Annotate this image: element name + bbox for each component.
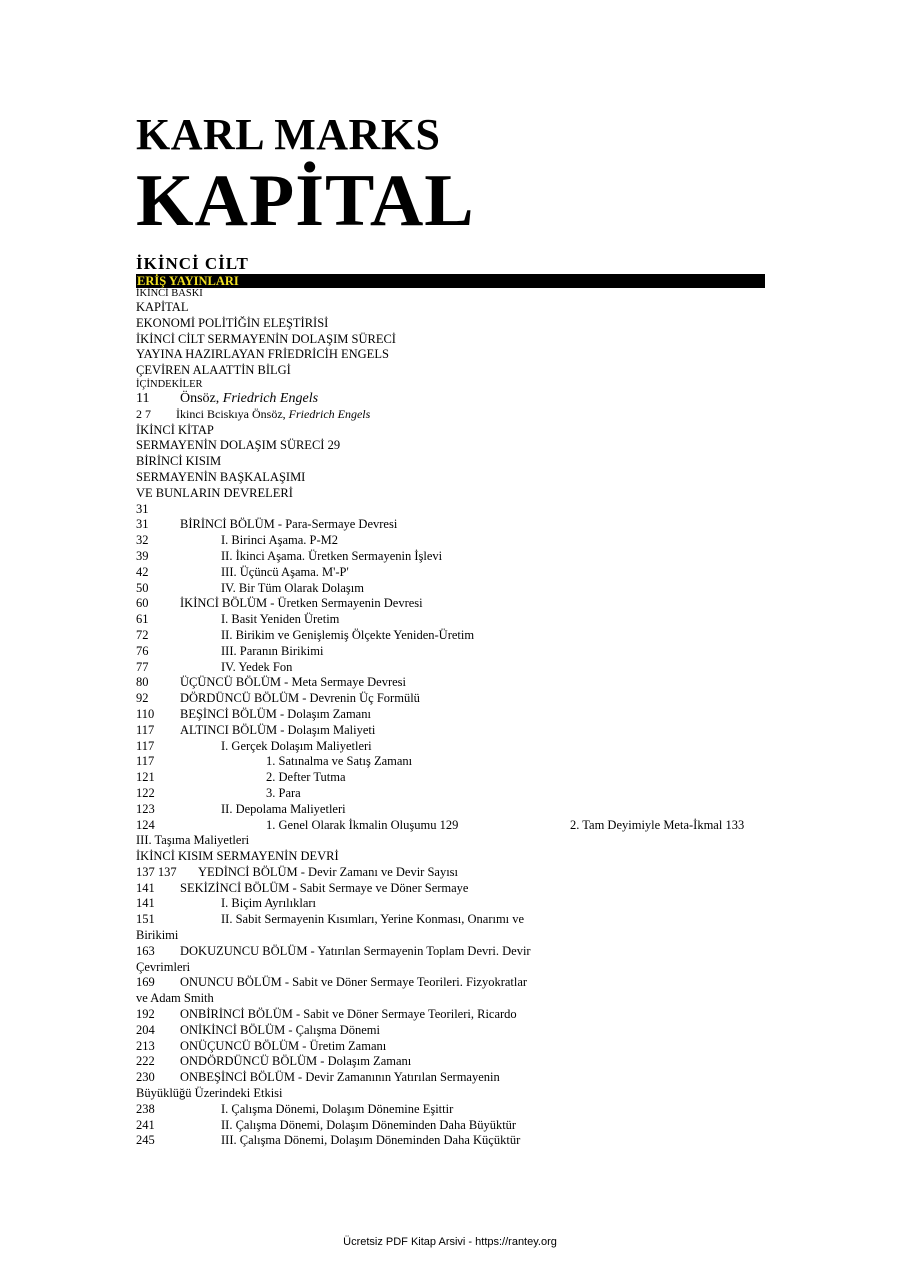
toc-row <box>136 881 776 897</box>
toc-entry-text: SEKİZİNCİ BÖLÜM - Sabit Sermaye ve Döner Sermaye <box>180 880 469 895</box>
toc-page-number: 141 <box>136 880 155 895</box>
toc-entry-text: İKİNCİ BÖLÜM - Üretken Sermayenin Devresi <box>180 596 423 611</box>
toc-entry-text: II. Birikim ve Genişlemiş Ölçekte Yeniden-Üretim <box>221 627 475 642</box>
toc-page-number: 117 <box>136 754 155 769</box>
toc-row <box>136 975 776 991</box>
toc-entry-text: I. Çalışma Dönemi, Dolaşım Dönemine Eşittir <box>221 1101 454 1116</box>
toc-row <box>136 912 776 928</box>
toc-page-number: 117 <box>136 722 155 737</box>
toc-row <box>136 581 776 597</box>
toc-page-number: 222 <box>136 1054 155 1069</box>
toc-page-number: 192 <box>136 1007 155 1022</box>
toc-entry-text-right: 2. Tam Deyimiyle Meta-İkmal 133 <box>570 817 745 832</box>
toc-page-number: 72 <box>136 627 149 642</box>
toc-entry-text: II. Depolama Maliyetleri <box>221 801 346 816</box>
toc-row <box>136 1054 776 1070</box>
toc-row-124 <box>136 818 776 834</box>
toc-entry-text: 2. Defter Tutma <box>266 770 346 785</box>
toc-entry-text: ONÜÇUNCÜ BÖLÜM - Üretim Zamanı <box>180 1038 387 1053</box>
toc-entry-text: III. Üçüncü Aşama. M'-P' <box>221 564 349 579</box>
toc-section-part4 <box>136 1102 776 1149</box>
volume-title: İKİNCİ CİLT SERMAYENİN DOLAŞIM SÜRECİ <box>136 331 396 346</box>
toc-row <box>136 565 776 581</box>
toc-entry-text: II. Sabit Sermayenin Kısımları, Yerine Konması, Onarımı ve <box>221 912 525 927</box>
toc-entry-text: IV. Bir Tüm Olarak Dolaşım <box>221 580 364 595</box>
toc-row <box>136 675 776 691</box>
toc-page-number: 110 <box>136 706 155 721</box>
toc-page-number: 213 <box>136 1038 155 1053</box>
toc-entry-text: BİRİNCİ BÖLÜM - Para-Sermaye Devresi <box>180 517 398 532</box>
toc-row-preface <box>136 391 776 407</box>
part-title-line-1: SERMAYENİN BAŞKALAŞIMI <box>136 469 306 484</box>
toc-page-number: 241 <box>136 1117 155 1132</box>
toc-entry-text: III. Paranın Birikimi <box>221 643 324 658</box>
document-page <box>136 110 776 1149</box>
toc-page-number: 163 <box>136 943 155 958</box>
toc-page-number: 11 <box>136 390 150 406</box>
contents-label: İÇİNDEKİLER <box>136 378 203 390</box>
volume-label: İKİNCİ CİLT <box>136 254 249 273</box>
toc-entry-text: YEDİNCİ BÖLÜM - Devir Zamanı ve Devir Sayısı <box>198 864 459 879</box>
toc-page-number: 230 <box>136 1070 155 1085</box>
toc-entry-text: 3. Para <box>266 785 301 800</box>
toc-row <box>136 549 776 565</box>
author-name: KARL MARKS <box>136 110 441 159</box>
book-label: KAPİTAL <box>136 300 189 314</box>
toc-section-part2 <box>136 881 776 913</box>
book-heading-title: SERMAYENİN DOLAŞIM SÜRECİ 29 <box>136 438 341 453</box>
toc-page-number: 204 <box>136 1022 155 1037</box>
toc-section-wrapped <box>136 912 776 1007</box>
toc-entry-text: I. Gerçek Dolaşım Maliyetleri <box>221 738 372 753</box>
toc-row <box>136 644 776 660</box>
toc-page-number: 137 137 <box>136 864 177 879</box>
toc-entry-text: 1. Satınalma ve Satış Zamanı <box>266 754 413 769</box>
subtitle: EKONOMİ POLİTİĞİN ELEŞTİRİSİ <box>136 315 329 330</box>
toc-entry-author: Friedrich Engels <box>222 390 319 406</box>
toc-row <box>136 802 776 818</box>
toc-entry-author: Friedrich Engels <box>288 406 371 421</box>
toc-entry-text: İkinci Bciskıya Önsöz, <box>176 406 286 421</box>
toc-entry-text: III. Çalışma Dönemi, Dolaşım Döneminden Daha Küçüktür <box>221 1133 521 1148</box>
toc-row <box>136 628 776 644</box>
toc-entry-text: ALTINCI BÖLÜM - Dolaşım Maliyeti <box>180 722 376 737</box>
toc-entry-text: IV. Yedek Fon <box>221 659 293 674</box>
toc-entry-text: I. Biçim Ayrılıkları <box>221 896 317 911</box>
toc-row-ch15 <box>136 1070 776 1086</box>
toc-entry-text: ONİKİNCİ BÖLÜM - Çalışma Dönemi <box>180 1022 380 1037</box>
toc-row <box>136 691 776 707</box>
toc-page-number: 141 <box>136 896 155 911</box>
publisher-bar: ERİŞ YAYINLARI <box>136 274 765 288</box>
toc-row <box>136 770 776 786</box>
edition-label: İKİNCİ BASKI <box>136 288 203 299</box>
toc-entry-text: BEŞİNCİ BÖLÜM - Dolaşım Zamanı <box>180 706 371 721</box>
toc-row <box>136 786 776 802</box>
toc-entry-text: DÖRDÜNCÜ BÖLÜM - Devrenin Üç Formülü <box>180 691 420 706</box>
toc-row-second-preface <box>136 407 776 423</box>
toc-entry-text: I. Birinci Aşama. P-M2 <box>221 533 339 548</box>
toc-entry-text: Önsöz, <box>180 390 220 406</box>
part2-heading: İKİNCİ KISIM SERMAYENİN DEVRİ <box>136 849 339 864</box>
toc-row <box>136 723 776 739</box>
toc-page-number: 92 <box>136 691 149 706</box>
toc-entry-text: ÜÇÜNCÜ BÖLÜM - Meta Sermaye Devresi <box>180 675 407 690</box>
toc-row <box>136 517 776 533</box>
toc-row <box>136 533 776 549</box>
part-heading: BİRİNCİ KISIM <box>136 454 222 469</box>
toc-page-number: 124 <box>136 817 155 832</box>
toc-page-number: 76 <box>136 643 149 658</box>
toc-entry-text: ONUNCU BÖLÜM - Sabit ve Döner Sermaye Teorileri. Fizyokratlar <box>180 975 528 990</box>
toc-page-number: 50 <box>136 580 149 595</box>
toc-page-number: 60 <box>136 596 149 611</box>
toc-row-ch7 <box>136 865 776 881</box>
toc-page-number: 31 <box>136 517 149 532</box>
toc-row <box>136 596 776 612</box>
toc-page-number: 117 <box>136 738 155 753</box>
toc-page-number: 80 <box>136 675 149 690</box>
toc-page-number: 151 <box>136 912 155 927</box>
toc-page-number: 245 <box>136 1133 155 1148</box>
toc-entry-continuation: Birikimi <box>136 928 179 943</box>
toc-row <box>136 1039 776 1055</box>
footer-text: Ücretsiz PDF Kitap Arsivi - https://rantey.org <box>343 1236 557 1248</box>
toc-row <box>136 1133 776 1149</box>
toc-page-number: 238 <box>136 1101 155 1116</box>
toc-page-number: 2 7 <box>136 406 151 421</box>
toc-row <box>136 896 776 912</box>
toc-entry-continuation: Büyüklüğü Üzerindeki Etkisi <box>136 1086 283 1101</box>
toc-row <box>136 754 776 770</box>
toc-row <box>136 707 776 723</box>
toc-transport-costs: III. Taşıma Maliyetleri <box>136 833 250 848</box>
toc-page-number: 32 <box>136 533 149 548</box>
toc-row <box>136 944 776 960</box>
toc-page-number: 39 <box>136 548 149 563</box>
toc-row <box>136 612 776 628</box>
toc-page-number: 123 <box>136 801 155 816</box>
toc-entry-text: II. İkinci Aşama. Üretken Sermayenin İşlevi <box>221 548 443 563</box>
editor-line: YAYINA HAZIRLAYAN FRİEDRİCİH ENGELS <box>136 347 389 362</box>
part-page-number: 31 <box>136 501 149 516</box>
toc-entry-text: I. Basit Yeniden Üretim <box>221 612 340 627</box>
toc-page-number: 61 <box>136 612 149 627</box>
toc-entry-text: DOKUZUNCU BÖLÜM - Yatırılan Sermayenin Toplam Devri. Devir <box>180 943 531 958</box>
book-title: KAPİTAL <box>136 160 475 242</box>
toc-row <box>136 660 776 676</box>
toc-page-number: 42 <box>136 564 149 579</box>
toc-entry-text: ONDÖRDÜNCÜ BÖLÜM - Dolaşım Zamanı <box>180 1054 412 1069</box>
toc-page-number: 121 <box>136 770 155 785</box>
toc-section-part3 <box>136 1007 776 1070</box>
toc-section-part1 <box>136 517 776 817</box>
toc-entry-text: ONBİRİNCİ BÖLÜM - Sabit ve Döner Sermaye Teorileri, Ricardo <box>180 1007 517 1022</box>
toc-page-number: 77 <box>136 659 149 674</box>
toc-page-number: 122 <box>136 785 155 800</box>
toc-row <box>136 1118 776 1134</box>
toc-row <box>136 1102 776 1118</box>
toc-entry-text: II. Çalışma Dönemi, Dolaşım Döneminden Daha Büyüktür <box>221 1117 517 1132</box>
part-title-line-2: VE BUNLARIN DEVRELERİ <box>136 485 293 500</box>
toc-entry-continuation: ve Adam Smith <box>136 991 214 1006</box>
toc-row <box>136 739 776 755</box>
toc-entry-text: 1. Genel Olarak İkmalin Oluşumu 129 <box>266 817 459 832</box>
toc-page-number: 169 <box>136 975 155 990</box>
toc-row <box>136 1023 776 1039</box>
toc-entry-continuation: Çevrimleri <box>136 959 191 974</box>
toc-entry-text: ONBEŞİNCİ BÖLÜM - Devir Zamanının Yatırılan Sermayenin <box>180 1070 500 1085</box>
book-heading: İKİNCİ KİTAP <box>136 422 214 437</box>
translator-line: ÇEVİREN ALAATTİN BİLGİ <box>136 363 291 378</box>
toc-row <box>136 1007 776 1023</box>
